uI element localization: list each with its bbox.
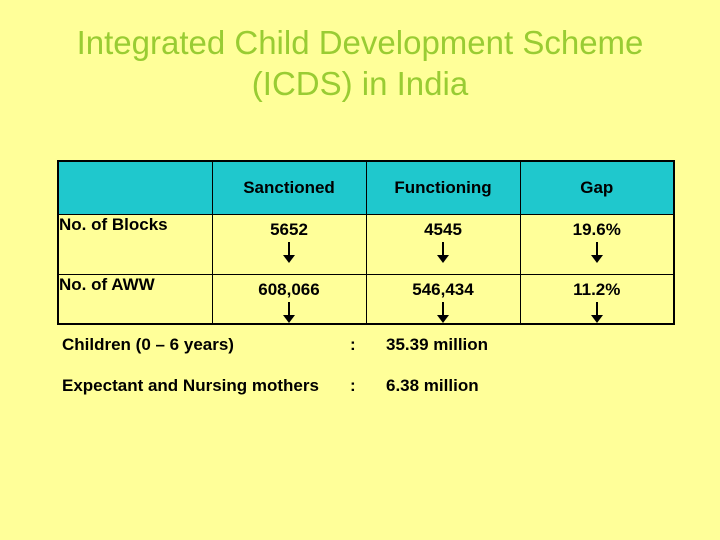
table-row — [58, 214, 674, 274]
table-header-gap: Gap — [520, 161, 674, 214]
cell-blocks-functioning — [366, 214, 520, 274]
stats-section — [62, 335, 662, 417]
down-arrow-icon — [437, 242, 449, 263]
cell-value: 4545 — [424, 219, 462, 239]
stat-separator: : — [350, 335, 356, 354]
down-arrow-icon — [283, 242, 295, 263]
icds-stats-table — [57, 160, 675, 325]
cell-aww-sanctioned — [212, 274, 366, 324]
cell-value: 11.2% — [573, 279, 621, 299]
down-arrow-icon — [591, 242, 603, 263]
down-arrow-icon — [283, 302, 295, 323]
slide-title-line1: Integrated Child Development Scheme — [76, 24, 644, 61]
stat-value: 6.38 million — [386, 376, 479, 395]
stat-value: 35.39 million — [386, 335, 489, 354]
cell-value: 19.6% — [572, 219, 621, 239]
cell-value: 608,066 — [258, 279, 320, 299]
down-arrow-icon — [437, 302, 449, 323]
stat-label: Children (0 – 6 years) — [62, 335, 234, 354]
cell-blocks-sanctioned — [212, 214, 366, 274]
stat-separator: : — [350, 376, 356, 395]
stat-label: Expectant and Nursing mothers — [62, 376, 319, 395]
table-row — [58, 274, 674, 324]
down-arrow-icon — [591, 302, 603, 323]
table-header-functioning: Functioning — [366, 161, 520, 214]
cell-aww-gap — [520, 274, 674, 324]
table-header-row — [58, 161, 674, 214]
slide-title-line2: (ICDS) in India — [251, 65, 469, 102]
table-header-blank — [58, 161, 212, 214]
table-header-sanctioned: Sanctioned — [212, 161, 366, 214]
stat-line-mothers — [62, 376, 662, 417]
row-label: No. of AWW — [58, 274, 212, 324]
cell-value: 5652 — [270, 219, 308, 239]
cell-blocks-gap — [520, 214, 674, 274]
cell-aww-functioning — [366, 274, 520, 324]
stat-line-children — [62, 335, 662, 376]
cell-value: 546,434 — [412, 279, 474, 299]
slide-title — [0, 22, 720, 104]
row-label: No. of Blocks — [58, 214, 212, 274]
